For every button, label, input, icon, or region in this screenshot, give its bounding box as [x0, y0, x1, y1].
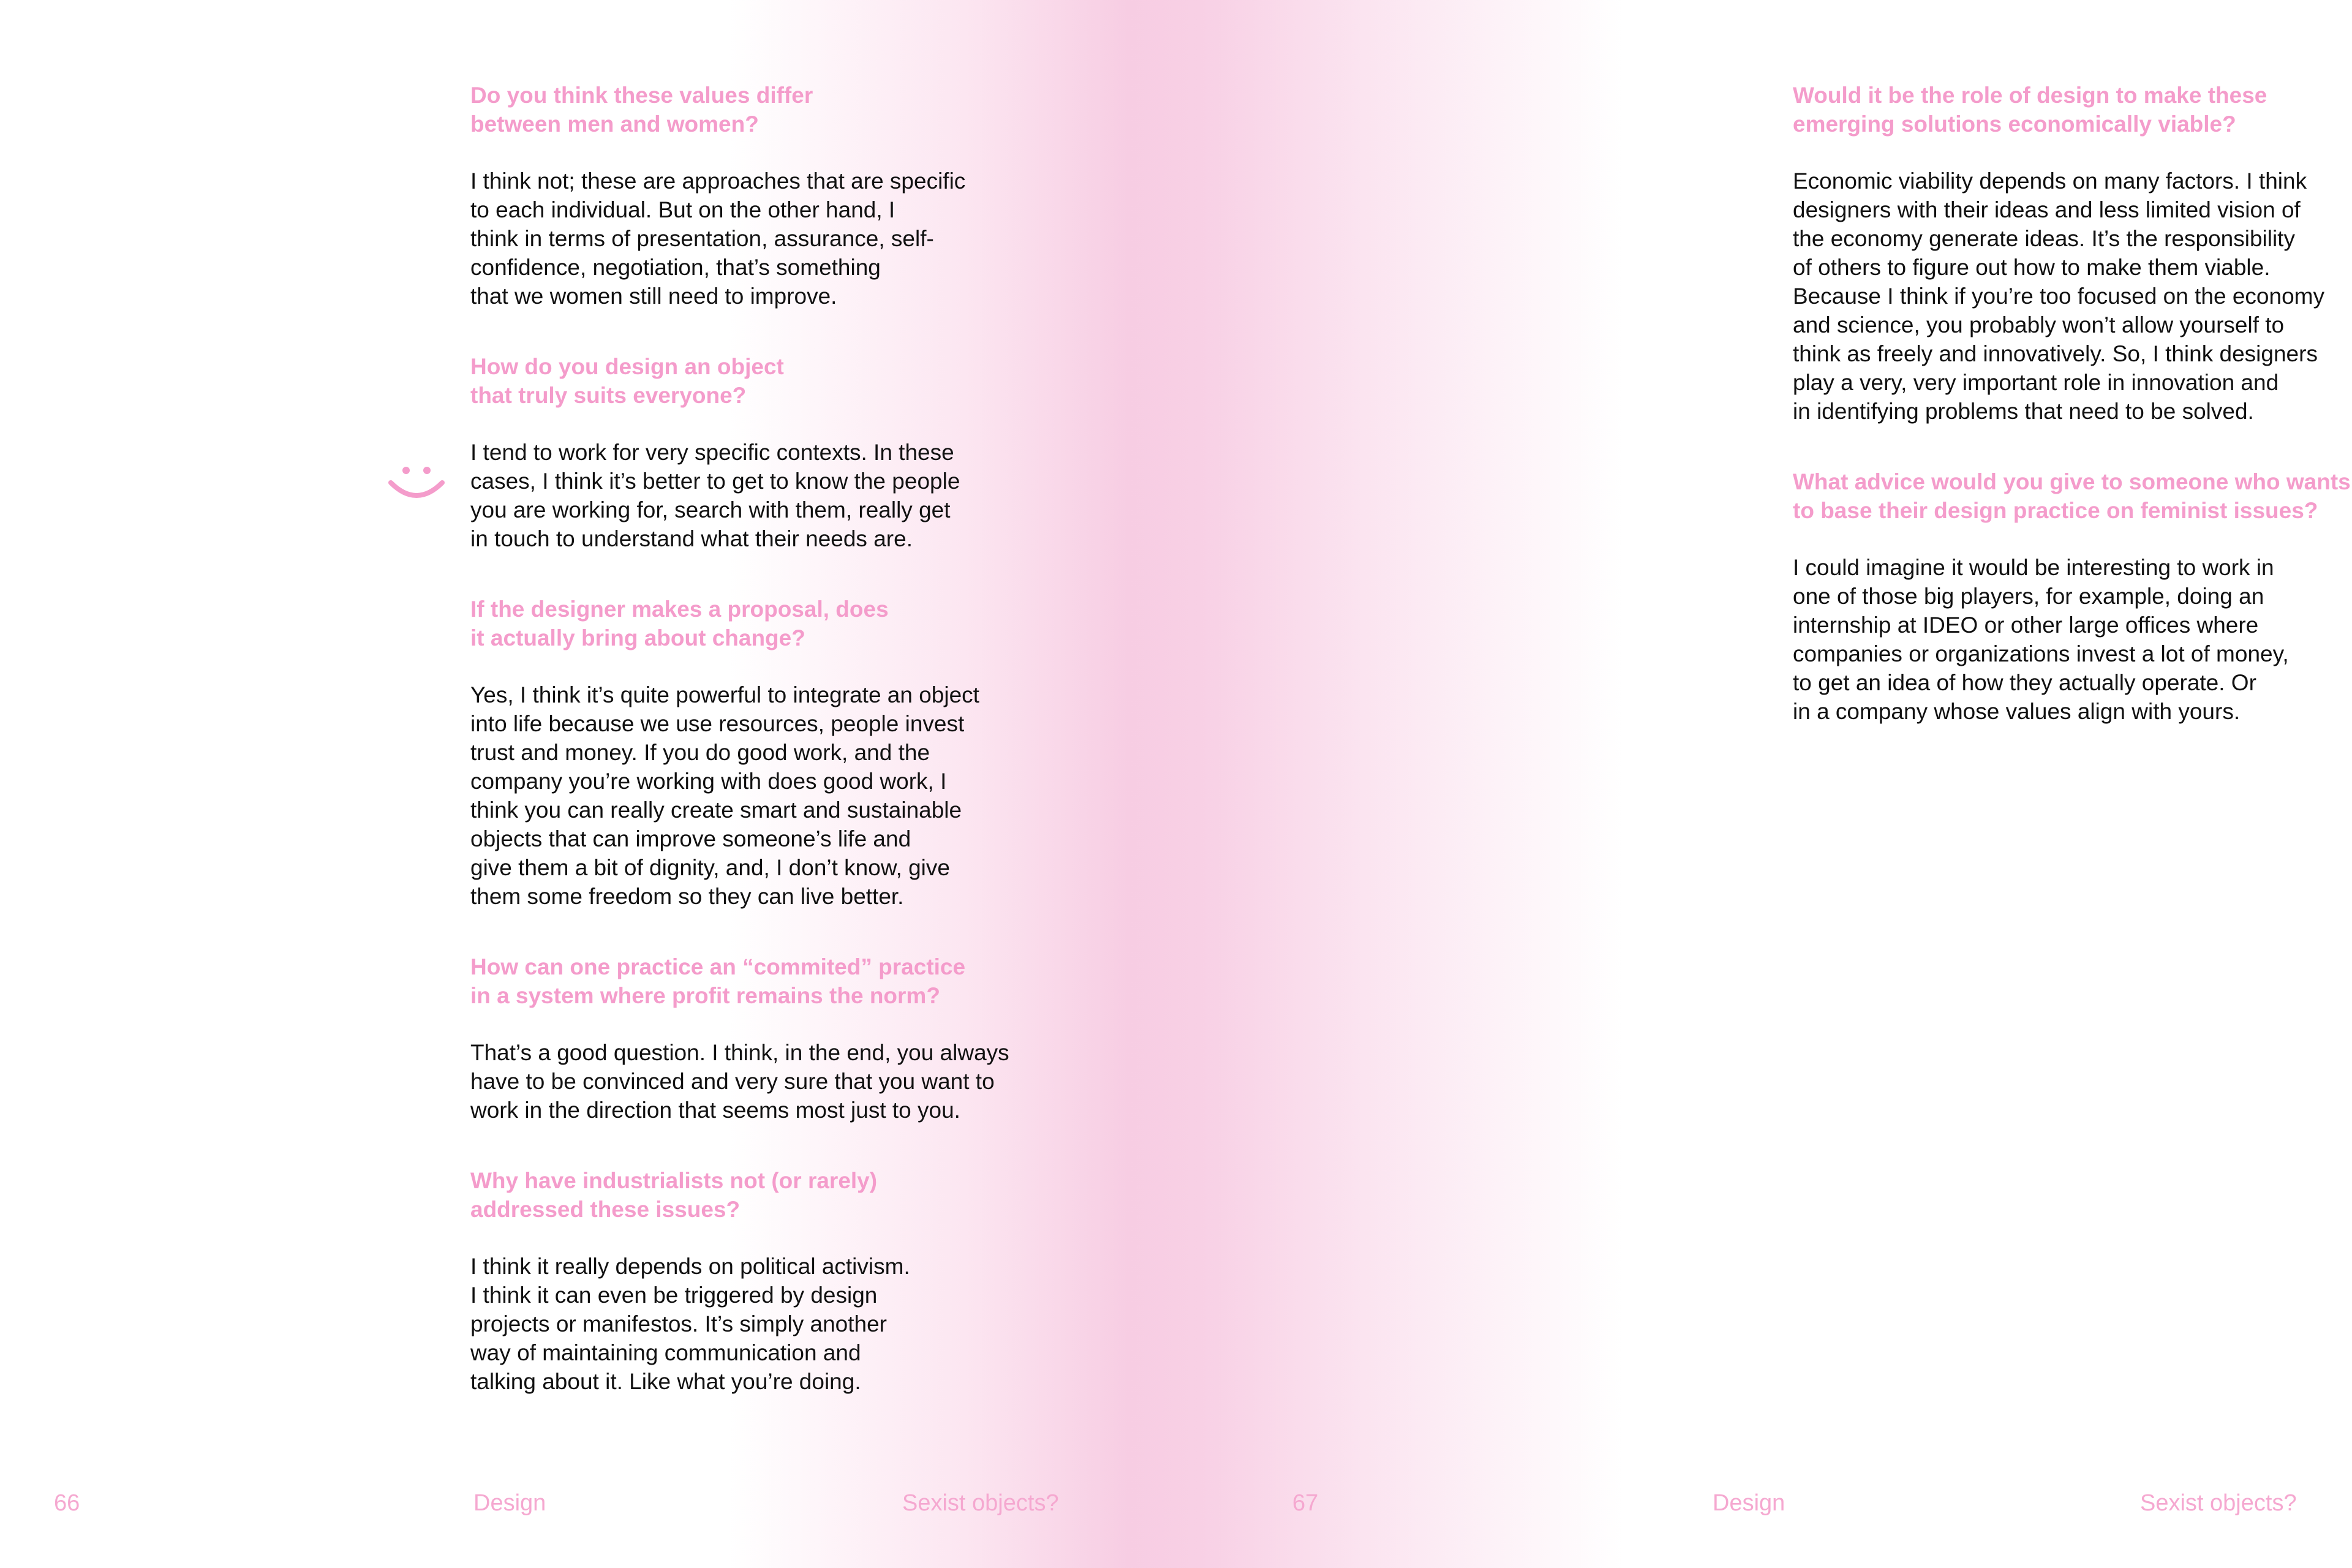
qa-block — [1793, 467, 2352, 726]
question: If the designer makes a proposal, does it actually bring about change? — [470, 597, 889, 650]
qa-block — [470, 952, 1120, 1125]
answer: I think it really depends on political activism. I think it can even be triggered by design projects or manifestos. It’s simply another way of maintaining communication and talking about it. Like what you’re doing. — [470, 1254, 910, 1394]
left-column — [470, 81, 1120, 1438]
answer: Yes, I think it’s quite powerful to integrate an object into life because we use resources, people invest trust and money. If you do good work, and the company you’re working with does good work, I think you can really create smart and sustainable objects that can improve someone’s life and give them a bit of dignity, and, I don’t know, give them some freedom so they can live better. — [470, 682, 979, 909]
question: Why have industrialists not (or rarely) addressed these issues? — [470, 1168, 878, 1222]
answer: Economic viability depends on many factors. I think designers with their ideas and less limited vision of the economy generate ideas. It’s the responsibility of others to figure out how to make them viable. Because I think if you’re too focused on the economy and science, you probably won’t allow yourself to think as freely and innovatively. So, I think designers play a very, very important role in innovation and in identifying problems that need to be solved. — [1793, 168, 2324, 424]
page-number: 66 — [54, 1490, 80, 1516]
qa-block — [1793, 81, 2352, 426]
answer: That’s a good question. I think, in the end, you always have to be convinced and very sure that you want to work in the direction that seems most just to you. — [470, 1040, 1009, 1123]
qa-block — [470, 352, 1120, 553]
right-column — [1793, 81, 2352, 767]
page-number: 67 — [1292, 1490, 1319, 1516]
section-label: Design — [473, 1490, 546, 1516]
answer: I tend to work for very specific contexts. In these cases, I think it’s better to get to know the people you are working for, search with them, really get in touch to understand what their needs are. — [470, 440, 960, 551]
answer: I think not; these are approaches that are specific to each individual. But on the other hand, I think in terms of presentation, assurance, self- confidence, negotiation, that’s something that we women still need to improve. — [470, 168, 966, 309]
qa-block — [470, 1166, 1120, 1396]
answer: I could imagine it would be interesting to work in one of those big players, for example, doing an internship at IDEO or other large offices where companies or organizations invest a lot of money, to get an idea of how they actually operate. Or in a company whose values align with yours. — [1793, 555, 2289, 724]
qa-block — [470, 81, 1120, 311]
question: Would it be the role of design to make these emerging solutions economically viable? — [1793, 83, 2267, 137]
qa-block — [470, 595, 1120, 911]
smiley-icon — [386, 461, 447, 503]
question: Do you think these values differ between men and women? — [470, 83, 813, 137]
question: How can one practice an “commited” practice in a system where profit remains the norm? — [470, 954, 966, 1008]
running-title: Sexist objects? — [2140, 1490, 2297, 1516]
question: What advice would you give to someone who wants to base their design practice on feminist issues? — [1793, 469, 2351, 523]
question: How do you design an object that truly suits everyone? — [470, 354, 784, 408]
section-label: Design — [1713, 1490, 1785, 1516]
running-title: Sexist objects? — [902, 1490, 1059, 1516]
right-page — [1176, 0, 2352, 1568]
